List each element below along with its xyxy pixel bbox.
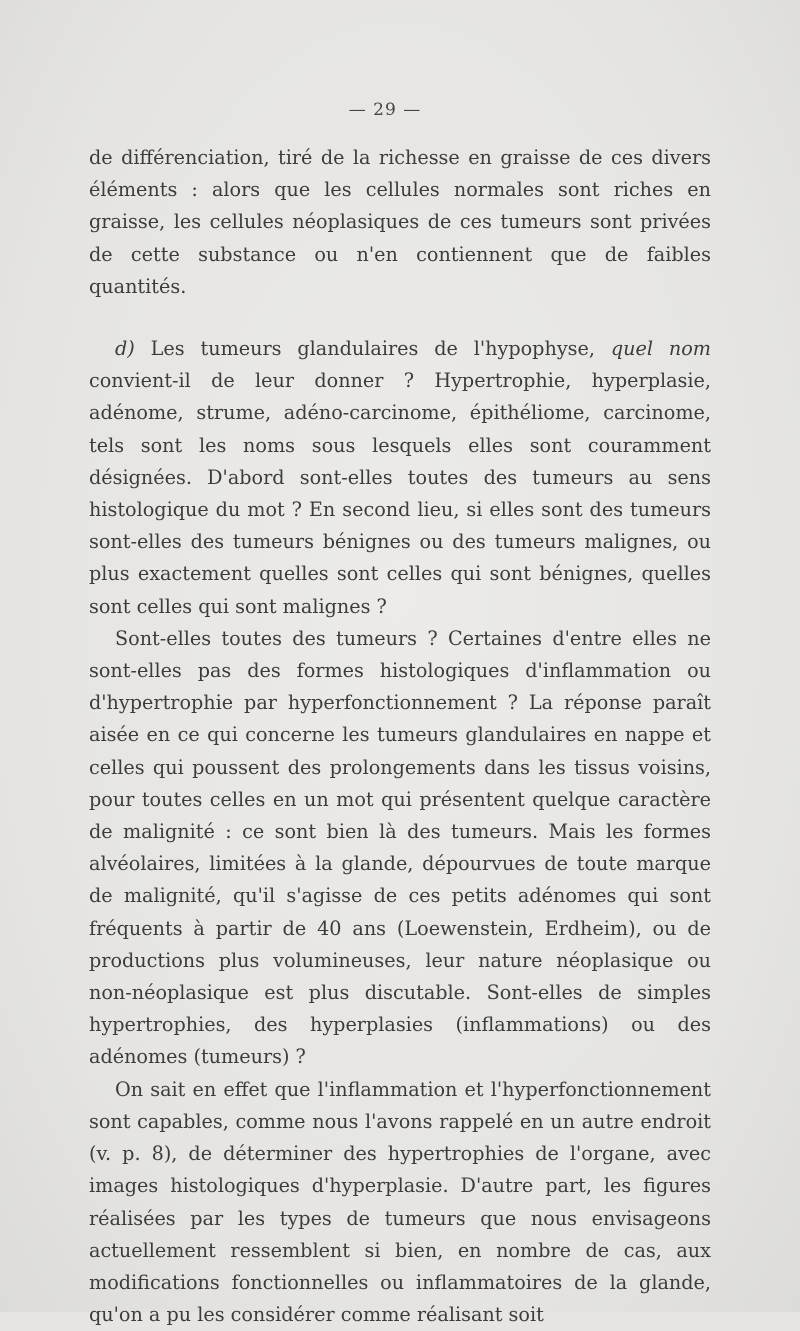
paragraph-4: On sait en effet que l'inflammation et l'hyperfonctionnement sont capables, comme nous l'avons rappelé en un autre endroit (v. p. 8), de déterminer des hypertrophies de l'organe, avec images histologiques d'hyperplasie. D'autre part, les figures réalisées par les types de tumeurs que nous envisageons actuellement ressemblent si bien, en nombre de cas, aux modifications fonctionnelles ou inflammatoires de la glande, qu'on a pu les considérer comme réalisant soit xyxy=(89,1077,711,1327)
body-text xyxy=(89,142,711,1331)
paragraph-2 xyxy=(89,333,711,623)
paragraph-2-text-a: Les tumeurs glandulaires de l'hypophyse, xyxy=(150,337,595,361)
page-number: — 29 — xyxy=(348,100,422,120)
emphasis-quel-nom: quel nom xyxy=(610,337,711,361)
paragraph-1: de différenciation, tiré de la richesse en graisse de ces divers éléments : alors que les cellules normales sont riches en graisse, les cellules néoplasiques de ces tumeurs sont privées de cette substance ou n'en contiennent que de faibles quantités. xyxy=(89,146,711,298)
paragraph-2-text-b: convient-il de leur donner ? Hypertrophie, hyperplasie, adénome, strume, adéno-carcinome, épithéliome, carcinome, tels sont les noms sous lesquels elles sont couramment désignées. D'abord sont-elles toutes des tumeurs au sens histologique du mot ? En second lieu, si elles sont des tumeurs sont-elles des tumeurs bénignes ou des tumeurs malignes, ou plus exactement quelles sont celles qui sont bénignes, quelles sont celles qui sont malignes ? xyxy=(89,369,711,618)
paragraph-3: Sont-elles toutes des tumeurs ? Certaines d'entre elles ne sont-elles pas des formes histologiques d'inflammation ou d'hypertrophie par hyperfonctionnement ? La réponse paraît aisée en ce qui concerne les tumeurs glandulaires en nappe et celles qui poussent des prolongements dans les tissus voisins, pour toutes celles en un mot qui présentent quelque caractère de malignité : ce sont bien là des tumeurs. Mais les formes alvéolaires, limitées à la glande, dépourvues de toute marque de malignité, qu'il s'agisse de ces petits adénomes qui sont fréquents à partir de 40 ans (Loewenstein, Erdheim), ou de productions plus volumineuses, leur nature néoplasique ou non-néoplasique est plus discutable. Sont-elles de simples hypertrophies, des hyperplasies (inflammations) ou des adénomes (tumeurs) ? xyxy=(89,626,711,1069)
section-label: d) xyxy=(115,337,135,361)
